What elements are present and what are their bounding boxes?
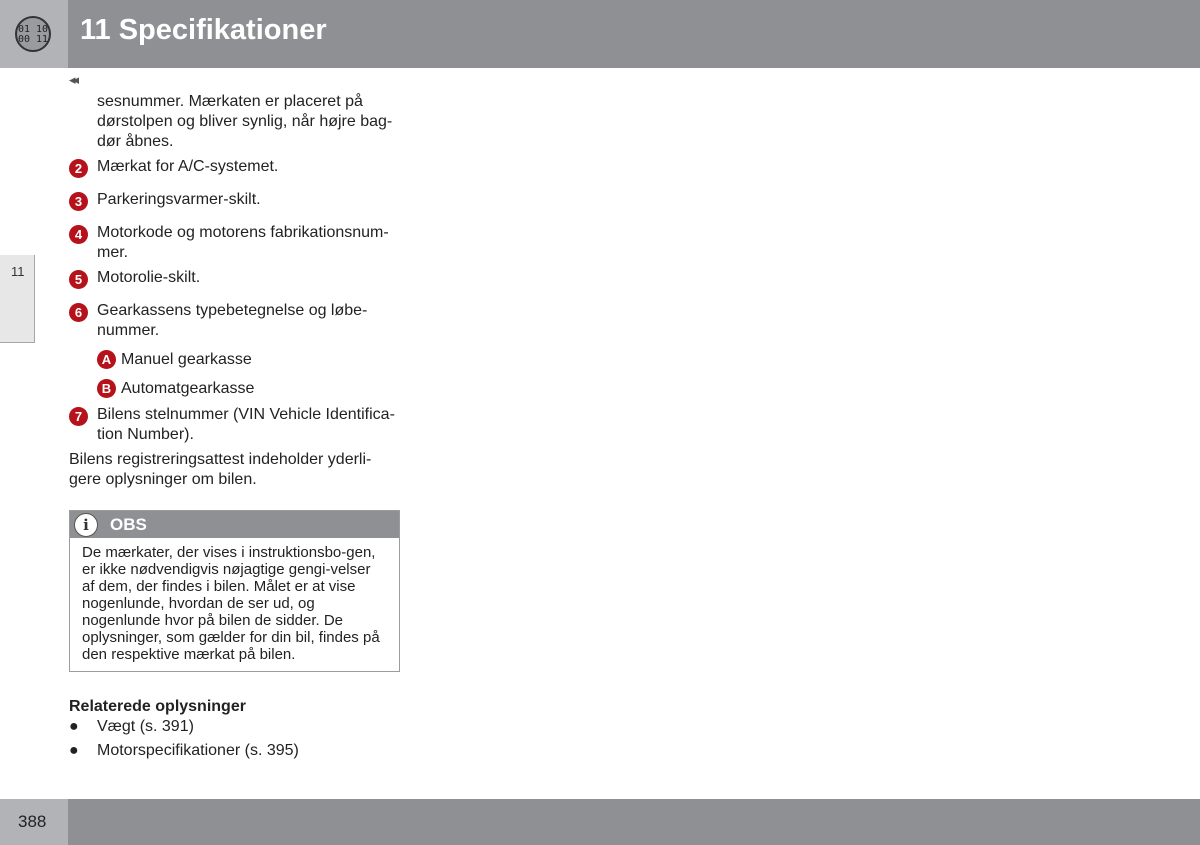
related-link[interactable] (69, 741, 400, 761)
sub-list-item (69, 379, 400, 399)
note-header (70, 511, 399, 538)
page-number: 388 (18, 812, 47, 831)
note-body: De mærkater, der vises i instruktionsbo-gen, er ikke nødvendigvis nøjagtige gengi-velser af dem, der findes i bilen. Målet er at vise nogenlunde, hvordan de ser ud, og nogenlunde hvor på bilen de sidder. De oplysninger, som gælder for din bil, findes på den respektive mærkat på bilen. (82, 544, 380, 663)
number-badge-2: 2 (69, 159, 88, 178)
sub-list-item (69, 350, 400, 370)
specifications-icon (15, 16, 51, 52)
info-icon: i (74, 513, 98, 537)
list-item (69, 190, 400, 210)
bullet-icon: ● (69, 718, 79, 735)
list-item-text: Mærkat for A/C-systemet. (97, 158, 279, 175)
page-number-box (0, 799, 68, 845)
list-item (69, 405, 400, 445)
number-badge-7: 7 (69, 407, 88, 426)
number-badge-5: 5 (69, 270, 88, 289)
number-badge-4: 4 (69, 225, 88, 244)
related-link-text[interactable]: Vægt (s. 391) (97, 718, 194, 735)
list-item-text: Parkeringsvarmer-skilt. (97, 191, 261, 208)
intro-paragraph: sesnummer. Mærkaten er placeret på dørstolpen og bliver synlig, når højre bag-dør åbnes. (97, 93, 393, 150)
page-header (0, 0, 1200, 68)
list-item-text: Motorolie-skilt. (97, 269, 201, 286)
bullet-icon: ● (69, 742, 79, 759)
related-link-text[interactable]: Motorspecifikationer (s. 395) (97, 742, 299, 759)
continued-arrows-icon: ◂◂ (69, 72, 77, 87)
list-item-text: Bilens stelnummer (VIN Vehicle Identifica-tion Number). (97, 406, 395, 443)
sub-list-item-text: Automatgearkasse (121, 380, 255, 397)
list-item-text: Motorkode og motorens fabrikationsnum-mer. (97, 224, 389, 261)
related-link[interactable] (69, 717, 400, 737)
chapter-badge (0, 0, 68, 68)
main-content (69, 72, 400, 761)
number-badge-3: 3 (69, 192, 88, 211)
letter-badge-a: A (97, 350, 116, 369)
list-item (69, 157, 400, 177)
related-info-title: Relaterede oplysninger (69, 698, 246, 715)
registration-paragraph: Bilens registreringsattest indeholder yderli-gere oplysninger om bilen. (69, 451, 372, 488)
letter-badge-b: B (97, 379, 116, 398)
list-item (69, 301, 400, 341)
badge-line-1: 01 10 (17, 24, 49, 35)
chapter-side-tab[interactable] (0, 255, 35, 343)
sub-list-item-text: Manuel gearkasse (121, 351, 252, 368)
number-badge-6: 6 (69, 303, 88, 322)
chapter-title: 11 Specifikationer (80, 14, 327, 46)
chapter-side-tab-label: 11 (11, 264, 25, 279)
list-item-text: Gearkassens typebetegnelse og løbe-nummer. (97, 302, 368, 339)
list-item (69, 268, 400, 288)
list-item (69, 223, 400, 263)
note-title: OBS (110, 515, 147, 534)
note-box (69, 510, 400, 672)
page-footer (0, 799, 1200, 845)
badge-line-2: 00 11 (17, 34, 49, 45)
